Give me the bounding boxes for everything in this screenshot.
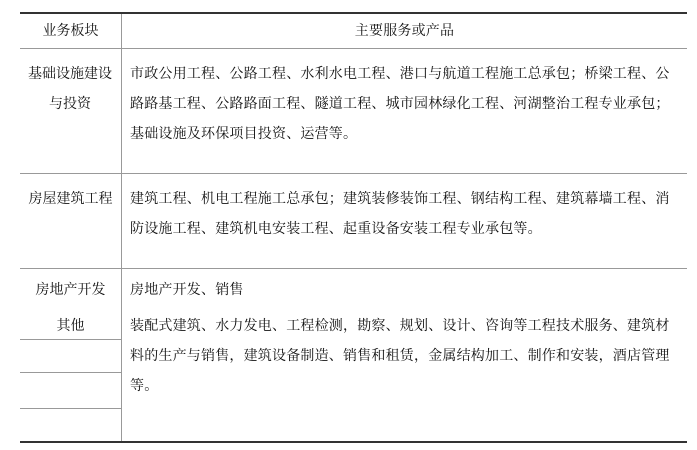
left-cell-divider <box>20 408 121 409</box>
table-row <box>20 305 687 443</box>
products-cell: 市政公用工程、公路工程、水利水电工程、港口与航道工程施工总承包；桥梁工程、公路路基工程、公路路面工程、隧道工程、城市园林绿化工程、河湖整治工程专业承包；基础设施及环保项目投资、运营等。 <box>130 66 670 142</box>
table-row <box>20 269 687 305</box>
header-products: 主要服务或产品 <box>354 23 455 39</box>
left-cell-divider <box>20 372 121 373</box>
segment-cell: 其他 <box>56 318 85 334</box>
header-segment: 业务板块 <box>42 23 99 39</box>
table-row <box>20 49 687 174</box>
left-cell-divider <box>20 339 121 340</box>
segment-cell: 房地产开发 <box>35 282 106 298</box>
segment-cell: 房屋建筑工程 <box>28 191 113 207</box>
table-header-row <box>20 14 687 49</box>
products-cell: 装配式建筑、水力发电、工程检测，勘察、规划、设计、咨询等工程技术服务、建筑材料的生产与销售，建筑设备制造、销售和租赁，金属结构加工、制作和安装，酒店管理等。 <box>130 318 670 394</box>
table-row <box>20 174 687 269</box>
products-cell: 建筑工程、机电工程施工总承包；建筑装修装饰工程、钢结构工程、建筑幕墙工程、消防设施工程、建筑机电安装工程、起重设备安装工程专业承包等。 <box>130 191 670 237</box>
business-segments-table <box>20 12 687 443</box>
products-cell: 房地产开发、销售 <box>130 282 244 298</box>
segment-cell: 基础设施建设与投资 <box>28 66 112 112</box>
